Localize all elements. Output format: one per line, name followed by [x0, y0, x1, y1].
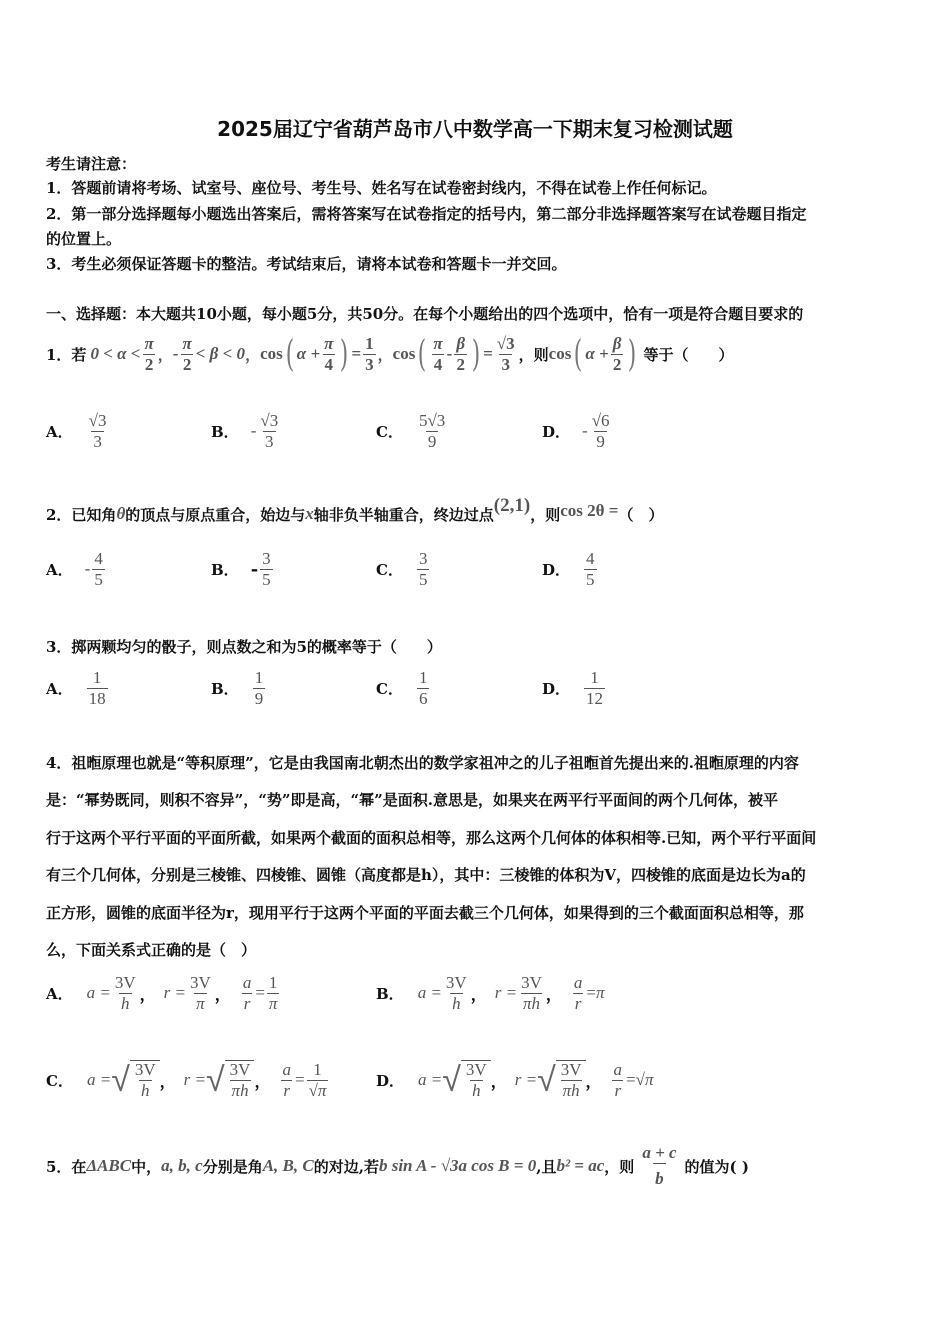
q1-option-d[interactable]: D． - $\frac{√6}{9}$ — [542, 411, 610, 451]
notice-item-2-cont: 的位置上。 — [46, 230, 122, 248]
q3-option-d[interactable]: D． $\frac{1}{12}$ — [542, 668, 604, 708]
q4-option-c[interactable]: C． a = √ $\frac{3V}{h}$ ， r = √ $\frac{3V}{\pi h}$ ， $\frac{a}{r}$ = $\frac{1}{√\pi}$ — [46, 1059, 327, 1100]
notice-item-3: 3．考生必须保证答题卡的整洁。考试结束后，请将本试卷和答题卡一并交回。 — [46, 255, 567, 273]
question-2: 2．已知角 θ 的顶点与原点重合，始边与 x 轴非负半轴重合，终边过点 (2,1) ，则 cos 2θ = （ ） — [46, 495, 664, 524]
notice-item-1: 1．答题前请将考场、试室号、座位号、考生号、姓名写在试卷密封线内，不得在试卷上作任何标记。 — [46, 179, 717, 197]
question-4: 4．祖暅原理也就是“等积原理”，它是由我国南北朝杰出的数学家祖冲之的儿子祖暅首先提出来的.祖暅原理的内容 是：“幂势既同，则积不容异”，“势”即是高，“幂”是面积.意思是，如果夹在两平行平面间的两个几何体，被平 行于这两个平行平面的平面所截，如果两个截面的面积总相等，那么这两个几何体的体积相等.已知，两个平行平面间 有三个几何体，分别是三棱锥、四棱锥、圆锥（高度都是h），其中：三棱锥的体积为V，四棱锥的底面是边长为a的 正方形，圆锥的底面半径为r，现用平行于这两个平面的平面去截三个几何体，如果得到的三个截面面积总相等，那 么，下面关系式正确的是（ ） — [46, 754, 817, 960]
notice-item-2: 2．第一部分选择题每小题选出答案后，需将答案写在试卷指定的括号内，第二部分非选择题答案写在试卷题目指定 — [46, 205, 807, 223]
question-3: 3．掷两颗均匀的骰子，则点数之和为5的概率等于（ ） — [46, 638, 442, 656]
q2-option-c[interactable]: C． $\frac{3}{5}$ — [376, 549, 428, 589]
q4-option-d[interactable]: D． a = √ $\frac{3V}{h}$ ， r = √ $\frac{3V}{\pi h}$ ， $\frac{a}{r}$ = √π — [376, 1059, 654, 1100]
section-heading: 一、选择题：本大题共10小题，每小题5分，共50分。在每个小题给出的四个选项中，恰有一项是符合题目要求的 — [46, 305, 804, 323]
q1-option-a[interactable]: A． $\frac{√3}{3}$ — [46, 411, 107, 451]
page-title: 2025届辽宁省葫芦岛市八中数学高一下期末复习检测试题 — [217, 117, 733, 141]
q1-option-c[interactable]: C． $\frac{5√3}{9}$ — [376, 411, 446, 451]
q3-option-a[interactable]: A． $\frac{1}{18}$ — [46, 668, 106, 708]
q2-option-a[interactable]: A． - $\frac{4}{5}$ — [46, 549, 103, 589]
question-1: 1．若 0 < α < $\frac{\pi}{2}$ ， - $\frac{\pi}{2}$ < β < 0 ， cos ( α + $\frac{\pi}{4}$ ) = $\frac{1}{3}$ ， cos ( $\frac{\pi}{4}$ - $\frac{\beta}{2}$ ) = $\frac{√3}{3}$ ，则 cos ( α + $\frac{\beta}{2}$ ) 等于（ ） — [46, 333, 734, 375]
q2-option-d[interactable]: D． $\frac{4}{5}$ — [542, 549, 595, 589]
q3-option-b[interactable]: B． $\frac{1}{9}$ — [211, 668, 264, 708]
q1-option-b[interactable]: B． - $\frac{√3}{3}$ — [211, 411, 279, 451]
question-5: 5．在 ΔABC 中， a, b, c 分别是角 A, B, C 的对边,若 b sin A - √3a cos B = 0 ,且 b² = ac ，则 $\frac{a + c}{b}$ 的值为( ) — [46, 1143, 749, 1188]
q4-option-a[interactable]: A． a = $\frac{3V}{h}$ ， r = $\frac{3V}{\pi}$ ， $\frac{a}{r}$ = $\frac{1}{\pi}$ — [46, 973, 278, 1013]
q2-option-b[interactable]: B． - $\frac{3}{5}$ — [211, 549, 271, 589]
q3-option-c[interactable]: C． $\frac{1}{6}$ — [376, 668, 428, 708]
notice-heading: 考生请注意： — [46, 155, 137, 173]
q4-option-b[interactable]: B． a = $\frac{3V}{h}$ ， r = $\frac{3V}{\pi h}$ ， $\frac{a}{r}$ = π — [376, 973, 605, 1013]
fraction: $\frac{\pi}{2}$ — [144, 333, 154, 374]
